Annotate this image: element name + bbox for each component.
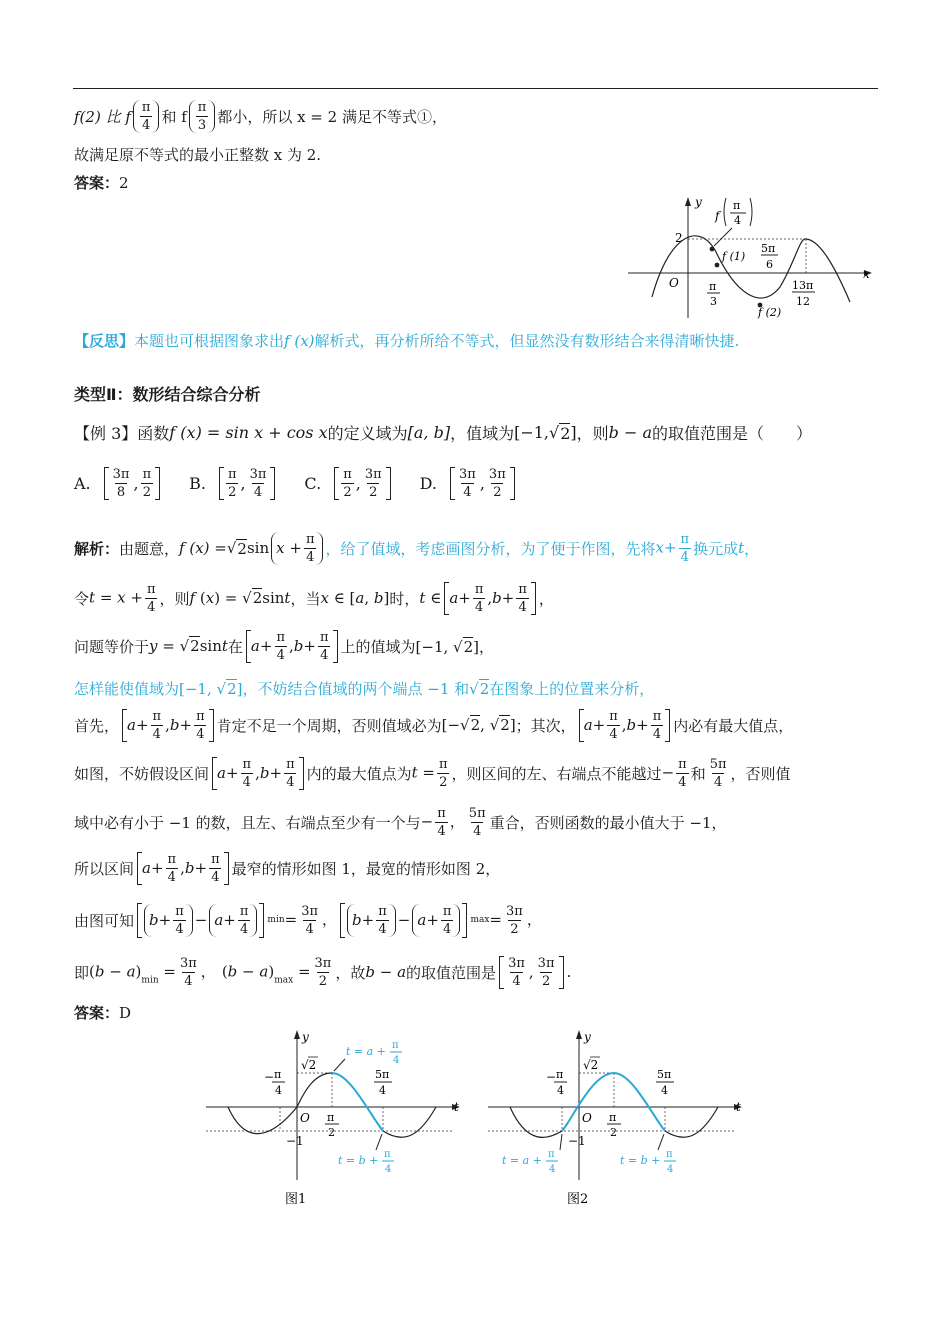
pi4-num: π [733,199,741,212]
sqrt2-label: √2 [301,1058,317,1072]
f-pi4-label: f [715,209,720,223]
section-title [74,382,261,405]
text-segment: 解析式，再分析所给不等式，但显然没有数形结合来得清晰快捷. [314,332,740,350]
text-segment: ，否则值 [730,764,791,783]
text-segment: 肯定不足一个周期，否则值域必为 [216,716,442,735]
text-segment: ，值域为 [450,424,515,443]
example-3-stem: 【例 3】 函数 f (x) = sin x + cos x 的定义域为 [a, b] ，值域为 [−1, √ 2 ] ，则 b − a 的取值范围是（ ） [74,423,813,443]
reflection-line [74,330,739,351]
y-two-label: 2 [675,231,683,245]
text-segment: 的取值范围是（ ） [652,424,813,443]
neg1-label: −1 [568,1134,586,1148]
text-segment: 由题意， [119,539,180,558]
text-segment: 内必有最大值点， [673,716,794,735]
text-segment: 由图可知 [74,911,135,930]
pi3-den: 3 [710,295,717,308]
text-segment: 和 [690,764,706,783]
paren-group: $\frac{\pi}{3}$ [189,100,216,133]
option-d-letter[interactable]: D. [419,473,437,493]
solution-line-5: 首先， a + $\frac{\pi}{4}$ , b + $\frac{\pi}{4}$ 肯定不足一个周期，否则值域必为 [−√2, √2] ；其次， a + $\frac{\pi}{4}$ , b + $\frac{\pi}{4}$ 内必有最大值点， [74,708,794,742]
text-segment: 换元成 [693,539,739,558]
t-b-pi: π [384,1149,391,1160]
t-a-pi: π [392,1040,399,1051]
reflection-label: 【反思】 [74,332,135,350]
t-a-label: t = a + [346,1045,386,1058]
13pi12-den: 12 [796,295,810,308]
answer-label: 答案： [74,1004,120,1022]
origin-label: O [300,1111,310,1125]
text-segment: ，当 [290,589,321,608]
option-c-interval[interactable]: $\frac{\pi}{2}$ , $\frac{3\pi}{2}$ [334,467,390,500]
13pi12-num: 13π [792,279,814,292]
point-f-pi4 [710,247,715,252]
top-rule [73,88,878,89]
text-segment: ，则区间的左、右端点不能越过 [451,764,662,783]
t-a-pi: π [548,1149,555,1160]
text-segment: 和 f [161,107,187,126]
5pi6-den: 6 [766,258,773,271]
t-a-four: 4 [549,1164,556,1175]
option-b-letter[interactable]: B. [189,473,206,493]
math-fx: f (x) [284,331,315,350]
text-segment: ；其次， [515,716,576,735]
neg-sign: − [546,1070,557,1084]
text-segment: ，不妨结合值域的两个端点 −1 和 [242,680,470,698]
option-b-interval[interactable]: $\frac{\pi}{2}$ , $\frac{3\pi}{4}$ [219,467,275,500]
y-arrow [576,1030,582,1039]
sqrt2-label: √2 [583,1058,599,1072]
text-segment: 上的值域为 [340,637,416,656]
t-b-four: 4 [385,1164,392,1175]
text-segment: 的定义域为 [327,424,408,443]
top-graph [620,192,880,322]
math-range-b: ] [570,423,577,442]
y-label: y [695,195,702,209]
figure-1 [200,1025,470,1215]
text-segment: 如图，不妨假设区间 [74,764,210,783]
text-segment: 故满足原不等式的最小正整数 x 为 2. [74,146,322,164]
y-label: y [584,1030,591,1044]
paren-right [750,198,752,226]
text-segment: 所以区间 [74,859,135,878]
curve-left [228,1107,297,1134]
y-arrow [685,197,691,206]
subscript-max: max [470,915,490,925]
solution-line-10: 即 $(b - a)_{min}$ = $\frac{3\pi}{4}$ ， $(b - a)_{max}$ = $\frac{3\pi}{2}$ ，故 b − a 的取值范围是 $\frac{3\pi}{4}$ , $\frac{3\pi}{2}$ . [74,955,572,989]
solution-line-6: 如图，不妨假设区间 a + $\frac{\pi}{4}$ , b + $\frac{\pi}{4}$ 内的最大值点为 t = $\frac{\pi}{2}$ ，则区间的左、右端点不能越过 − $\frac{\pi}{4}$ 和 $\frac{5\pi}{4}$ ，否则值 [74,756,791,790]
y-arrow [294,1030,300,1039]
text-segment: ，则 [159,589,190,608]
solution-line-1: 解析： 由题意， f (x) = √ 2 sin x + $\frac{\pi}{4}$ ，给了值域，考虑画图分析，为了便于作图，先将 x+ $\frac{\pi}{4}$ 换元成 t ， [74,531,760,565]
text-segment: 都小，所以 x = 2 满足不等式①， [217,107,447,126]
section-title-text: 类型Ⅱ：数形结合综合分析 [74,385,261,404]
arrow-t-a [560,1134,562,1150]
solution-label: 解析： [74,539,120,558]
text-segment: 重合，否则函数的最小值大于 −1， [489,813,727,832]
text-segment: 本题也可根据图象求出 [134,332,285,350]
arrow-t-a [334,1059,345,1071]
option-c-letter[interactable]: C. [304,473,322,493]
text-segment: ，故 [335,963,366,982]
figure-2-caption: 图2 [567,1192,589,1207]
t-a-label: t = a + [502,1154,542,1167]
5pi4-den: 4 [661,1084,668,1097]
math-sqrt2: 2 [560,423,571,443]
option-d-interval[interactable]: $\frac{3\pi}{4}$ , $\frac{3\pi}{2}$ [450,467,515,500]
text-segment: 即 [74,963,90,982]
t-label: t [736,1100,741,1114]
pi2-num: π [609,1111,617,1124]
5pi4-den: 4 [379,1084,386,1097]
5pi4-num: 5π [375,1068,390,1081]
paren-group: $\frac{\pi}{4}$ [133,100,160,133]
curve-right [383,1107,436,1137]
answer-value: D [119,1003,132,1022]
t-label: t [454,1100,459,1114]
t-b-four: 4 [667,1164,674,1175]
answer-label: 答案： [74,174,120,192]
text-segment: 最窄的情形如图 1，最宽的情形如图 2， [231,859,501,878]
text-segment: 的取值范围是 [406,963,497,982]
solution-line-7: 域中必有小于 −1 的数，且左、右端点至少有一个与 − $\frac{\pi}{4}$ ， $\frac{5\pi}{4}$ 重合，否则函数的最小值大于 −1， [74,805,727,839]
solution-line-9: 由图可知 b + $\frac{\pi}{4}$ − a + $\frac{\pi}{4}$ min = $\frac{3\pi}{4}$ ， b + $\frac{\pi}{4}$ − a + $\frac{\pi}{4}$ max = $\frac{3\pi}{2}$ ， [74,903,542,937]
text-segment: 首先， [74,716,120,735]
point-f1 [715,263,720,268]
text-segment: f(2) 比 f [74,107,131,126]
text-segment: 问题等价于 [74,637,150,656]
text-segment: 时， [389,589,420,608]
solution-line-4: 怎样能使值域为 [−1, √2] ，不妨结合值域的两个端点 −1 和 √2 在图象上的位置来分析， [74,679,655,698]
pi2-num: π [327,1111,335,1124]
curve-rise [297,1073,332,1107]
math-domain: [a, b] [407,423,451,442]
f2-label: f (2) [758,306,782,319]
text-segment: ，则 [576,424,609,443]
top-line-1 [74,96,447,136]
subscript-min: min [267,915,285,925]
solution-line-8: 所以区间 a + $\frac{\pi}{4}$ , b + $\frac{\pi}{4}$ 最窄的情形如图 1，最宽的情形如图 2， [74,851,501,885]
solution-line-2: 令 t = x + $\frac{\pi}{4}$ ，则 f (x) = √2sint ，当 x ∈ [a, b] 时， t ∈ a + $\frac{\pi}{4}$ , b + $\frac{\pi}{4}$ ， [74,581,554,615]
neg-pi4-num: π [274,1068,282,1081]
math: 2 [237,539,247,558]
figure-2 [482,1025,752,1215]
text-segment: 内的最大值点为 [306,764,412,783]
t-a-four: 4 [393,1055,400,1066]
t-b-label: t = b + [338,1154,379,1167]
neg-pi4-den: 4 [275,1084,282,1097]
text-segment: 域中必有小于 −1 的数，且左、右端点至少有一个与 [74,813,421,832]
arrow-t-b [376,1134,382,1150]
top-line-2 [74,144,321,165]
curve-right [665,1107,718,1137]
figure-1-caption: 图1 [285,1192,307,1207]
origin-label: O [582,1111,592,1125]
neg1-label: −1 [286,1134,304,1148]
5pi6-num: 5π [761,242,776,255]
5pi4-num: 5π [657,1068,672,1081]
neg-pi4-num: π [556,1068,564,1081]
x-label: x [863,267,870,281]
top-answer [74,172,129,193]
f1-label: f (1) [722,250,746,263]
solution-answer [74,1002,131,1023]
option-a-interval[interactable]: $\frac{3\pi}{8}$ , $\frac{\pi}{2}$ [104,467,160,500]
neg-pi4-den: 4 [557,1084,564,1097]
origin-label: O [669,276,679,290]
solution-line-3: 问题等价于 y = √2sint 在 a + $\frac{\pi}{4}$ , b + $\frac{\pi}{4}$ 上的值域为 [−1, √2]， [74,629,494,663]
sine-curve [652,236,850,302]
options-row [74,460,518,506]
math: t [738,539,745,557]
neg-sign: − [264,1070,275,1084]
text-segment: 令 [74,589,90,608]
text-segment: 怎样能使值域为 [74,680,180,698]
text-segment: 函数 [137,424,170,443]
math-ba: b − a [608,423,653,442]
option-a-letter[interactable]: A. [74,473,91,493]
curve-left [510,1107,562,1137]
arrow-t-b [658,1134,664,1150]
pi3-num: π [709,280,717,293]
arrow-f-pi4 [714,228,732,246]
t-b-label: t = b + [620,1154,661,1167]
math-fx-def: f (x) = sin x + cos x [169,423,328,442]
math-range-a: [−1, [514,423,550,442]
pi2-den: 2 [610,1126,617,1139]
y-label: y [302,1030,309,1044]
text-segment: 在图象上的位置来分析， [489,680,655,698]
answer-value: 2 [119,173,129,192]
t-b-pi: π [666,1149,673,1160]
example-label: 【例 3】 [74,424,138,443]
math: f (x) = [179,539,227,557]
paren-left [724,198,726,226]
text-segment: 在 [227,637,243,656]
pi4-den: 4 [734,214,741,227]
math: sin [246,539,270,557]
pi2-den: 2 [328,1126,335,1139]
text-segment: ，给了值域，考虑画图分析，为了便于作图，先将 [325,539,656,558]
